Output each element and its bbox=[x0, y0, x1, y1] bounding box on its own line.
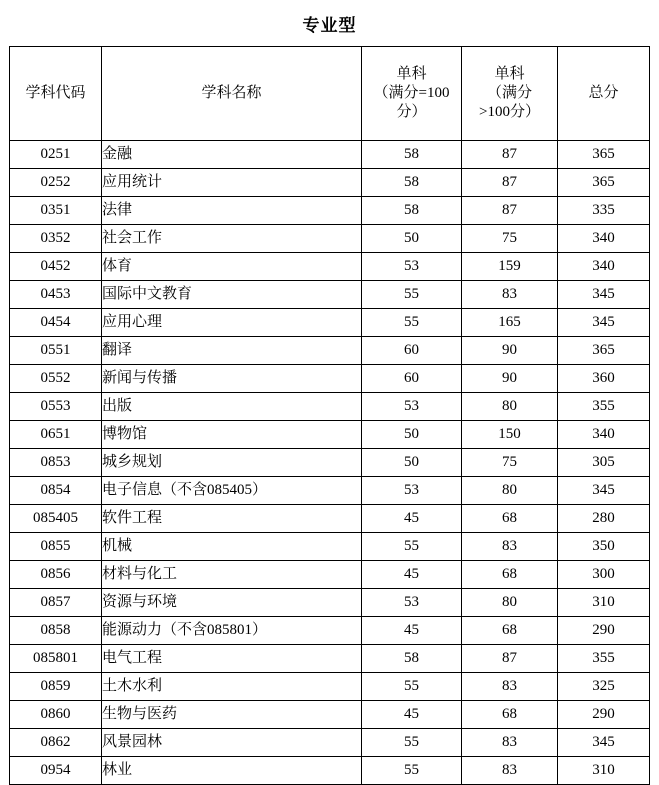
table-row bbox=[10, 197, 650, 225]
cell-total: 355 bbox=[558, 645, 650, 673]
cell-code: 0858 bbox=[10, 617, 102, 645]
cell-name: 电气工程 bbox=[102, 645, 362, 673]
column-header-single-100-line2: （满分=100 bbox=[373, 85, 450, 102]
cell-code: 0857 bbox=[10, 589, 102, 617]
table-row bbox=[10, 281, 650, 309]
cell-total: 365 bbox=[558, 337, 650, 365]
cell-total: 355 bbox=[558, 393, 650, 421]
table-row bbox=[10, 505, 650, 533]
cell-name: 社会工作 bbox=[102, 225, 362, 253]
cell-total: 340 bbox=[558, 421, 650, 449]
cell-single-100: 55 bbox=[362, 673, 462, 701]
column-header-single-over100-line2: （满分 bbox=[486, 85, 532, 102]
cell-name: 出版 bbox=[102, 393, 362, 421]
cell-name: 土木水利 bbox=[102, 673, 362, 701]
cell-single-100: 58 bbox=[362, 141, 462, 169]
cell-total: 365 bbox=[558, 169, 650, 197]
cell-single-100: 45 bbox=[362, 617, 462, 645]
cell-code: 0453 bbox=[10, 281, 102, 309]
cell-single-over100: 80 bbox=[462, 393, 558, 421]
cell-single-100: 50 bbox=[362, 225, 462, 253]
cell-single-over100: 68 bbox=[462, 701, 558, 729]
cell-single-over100: 83 bbox=[462, 757, 558, 785]
cell-single-100: 55 bbox=[362, 533, 462, 561]
cell-single-over100: 68 bbox=[462, 561, 558, 589]
table-header-row bbox=[10, 47, 650, 141]
cell-single-over100: 87 bbox=[462, 197, 558, 225]
table-row bbox=[10, 421, 650, 449]
column-header-single-100-line3: 分） bbox=[396, 103, 427, 120]
cell-code: 0862 bbox=[10, 729, 102, 757]
cell-total: 350 bbox=[558, 533, 650, 561]
table-row bbox=[10, 449, 650, 477]
cell-single-100: 60 bbox=[362, 365, 462, 393]
cell-code: 0552 bbox=[10, 365, 102, 393]
cell-code: 0251 bbox=[10, 141, 102, 169]
column-header-single-over100-line1: 单科 bbox=[494, 66, 525, 83]
table-row bbox=[10, 729, 650, 757]
cell-single-100: 50 bbox=[362, 421, 462, 449]
cell-single-100: 45 bbox=[362, 505, 462, 533]
cell-name: 资源与环境 bbox=[102, 589, 362, 617]
table-row bbox=[10, 701, 650, 729]
table-row bbox=[10, 225, 650, 253]
cell-single-over100: 87 bbox=[462, 169, 558, 197]
cell-code: 0859 bbox=[10, 673, 102, 701]
table-row bbox=[10, 617, 650, 645]
cell-total: 340 bbox=[558, 253, 650, 281]
cell-single-over100: 83 bbox=[462, 281, 558, 309]
cell-single-100: 55 bbox=[362, 309, 462, 337]
cell-name: 电子信息（不含085405） bbox=[102, 477, 362, 505]
page-title-text: 专业型 bbox=[302, 15, 357, 35]
cell-single-over100: 87 bbox=[462, 141, 558, 169]
cell-code: 0553 bbox=[10, 393, 102, 421]
cell-name: 机械 bbox=[102, 533, 362, 561]
cell-total: 360 bbox=[558, 365, 650, 393]
column-header-name: 学科名称 bbox=[102, 47, 362, 141]
table-body bbox=[10, 141, 650, 785]
cell-name: 金融 bbox=[102, 141, 362, 169]
cell-code: 0954 bbox=[10, 757, 102, 785]
cell-total: 340 bbox=[558, 225, 650, 253]
cell-single-100: 53 bbox=[362, 253, 462, 281]
cell-single-100: 55 bbox=[362, 729, 462, 757]
table-row bbox=[10, 533, 650, 561]
table-row bbox=[10, 169, 650, 197]
cell-total: 290 bbox=[558, 701, 650, 729]
cell-single-over100: 75 bbox=[462, 225, 558, 253]
column-header-code: 学科代码 bbox=[10, 47, 102, 141]
cell-total: 345 bbox=[558, 729, 650, 757]
cell-single-100: 58 bbox=[362, 197, 462, 225]
cell-name: 博物馆 bbox=[102, 421, 362, 449]
cell-total: 335 bbox=[558, 197, 650, 225]
cell-code: 0352 bbox=[10, 225, 102, 253]
cell-single-over100: 83 bbox=[462, 533, 558, 561]
column-header-total: 总分 bbox=[558, 47, 650, 141]
column-header-single-100-line1: 单科 bbox=[396, 66, 427, 83]
cell-single-100: 58 bbox=[362, 169, 462, 197]
cell-code: 0853 bbox=[10, 449, 102, 477]
table-row bbox=[10, 141, 650, 169]
cell-single-over100: 80 bbox=[462, 477, 558, 505]
table-row bbox=[10, 253, 650, 281]
table-row bbox=[10, 645, 650, 673]
table-row bbox=[10, 337, 650, 365]
cell-single-100: 55 bbox=[362, 757, 462, 785]
cell-code: 0454 bbox=[10, 309, 102, 337]
cell-name: 国际中文教育 bbox=[102, 281, 362, 309]
column-header-single-100 bbox=[362, 47, 462, 141]
cell-total: 345 bbox=[558, 309, 650, 337]
cell-code: 0551 bbox=[10, 337, 102, 365]
cell-code: 085801 bbox=[10, 645, 102, 673]
cell-single-100: 53 bbox=[362, 393, 462, 421]
cell-name: 城乡规划 bbox=[102, 449, 362, 477]
cell-total: 345 bbox=[558, 477, 650, 505]
cell-total: 280 bbox=[558, 505, 650, 533]
cell-total: 310 bbox=[558, 757, 650, 785]
cell-total: 365 bbox=[558, 141, 650, 169]
cell-single-over100: 159 bbox=[462, 253, 558, 281]
cell-single-over100: 87 bbox=[462, 645, 558, 673]
table-row bbox=[10, 673, 650, 701]
cell-single-100: 58 bbox=[362, 645, 462, 673]
cell-total: 305 bbox=[558, 449, 650, 477]
cell-single-over100: 90 bbox=[462, 337, 558, 365]
cell-code: 0860 bbox=[10, 701, 102, 729]
cell-name: 生物与医药 bbox=[102, 701, 362, 729]
cell-single-over100: 150 bbox=[462, 421, 558, 449]
table-row bbox=[10, 309, 650, 337]
cell-single-over100: 68 bbox=[462, 617, 558, 645]
cell-single-100: 50 bbox=[362, 449, 462, 477]
cell-code: 0351 bbox=[10, 197, 102, 225]
cell-code: 0855 bbox=[10, 533, 102, 561]
cell-code: 0856 bbox=[10, 561, 102, 589]
cell-name: 林业 bbox=[102, 757, 362, 785]
cell-single-over100: 68 bbox=[462, 505, 558, 533]
cell-single-100: 60 bbox=[362, 337, 462, 365]
table-row bbox=[10, 477, 650, 505]
cell-name: 法律 bbox=[102, 197, 362, 225]
cell-name: 体育 bbox=[102, 253, 362, 281]
cell-total: 290 bbox=[558, 617, 650, 645]
cell-single-over100: 80 bbox=[462, 589, 558, 617]
page-title bbox=[0, 0, 659, 46]
cell-total: 300 bbox=[558, 561, 650, 589]
column-header-single-over100-line3: >100分） bbox=[479, 103, 540, 120]
table-row bbox=[10, 589, 650, 617]
table-row bbox=[10, 365, 650, 393]
cell-single-100: 45 bbox=[362, 701, 462, 729]
cell-code: 0854 bbox=[10, 477, 102, 505]
cell-single-over100: 90 bbox=[462, 365, 558, 393]
cell-name: 翻译 bbox=[102, 337, 362, 365]
cell-name: 新闻与传播 bbox=[102, 365, 362, 393]
table-header bbox=[10, 47, 650, 141]
admission-score-table bbox=[9, 46, 650, 785]
cell-name: 应用统计 bbox=[102, 169, 362, 197]
table-row bbox=[10, 393, 650, 421]
cell-single-100: 53 bbox=[362, 477, 462, 505]
cell-name: 应用心理 bbox=[102, 309, 362, 337]
cell-single-over100: 75 bbox=[462, 449, 558, 477]
cell-single-100: 55 bbox=[362, 281, 462, 309]
cell-single-over100: 165 bbox=[462, 309, 558, 337]
cell-code: 085405 bbox=[10, 505, 102, 533]
cell-code: 0452 bbox=[10, 253, 102, 281]
cell-name: 材料与化工 bbox=[102, 561, 362, 589]
cell-code: 0252 bbox=[10, 169, 102, 197]
cell-single-100: 45 bbox=[362, 561, 462, 589]
cell-name: 软件工程 bbox=[102, 505, 362, 533]
cell-total: 310 bbox=[558, 589, 650, 617]
column-header-single-over100 bbox=[462, 47, 558, 141]
cell-code: 0651 bbox=[10, 421, 102, 449]
cell-single-over100: 83 bbox=[462, 729, 558, 757]
table-row bbox=[10, 561, 650, 589]
cell-name: 能源动力（不含085801） bbox=[102, 617, 362, 645]
table-row bbox=[10, 757, 650, 785]
cell-total: 325 bbox=[558, 673, 650, 701]
cell-single-100: 53 bbox=[362, 589, 462, 617]
cell-total: 345 bbox=[558, 281, 650, 309]
cell-name: 风景园林 bbox=[102, 729, 362, 757]
cell-single-over100: 83 bbox=[462, 673, 558, 701]
